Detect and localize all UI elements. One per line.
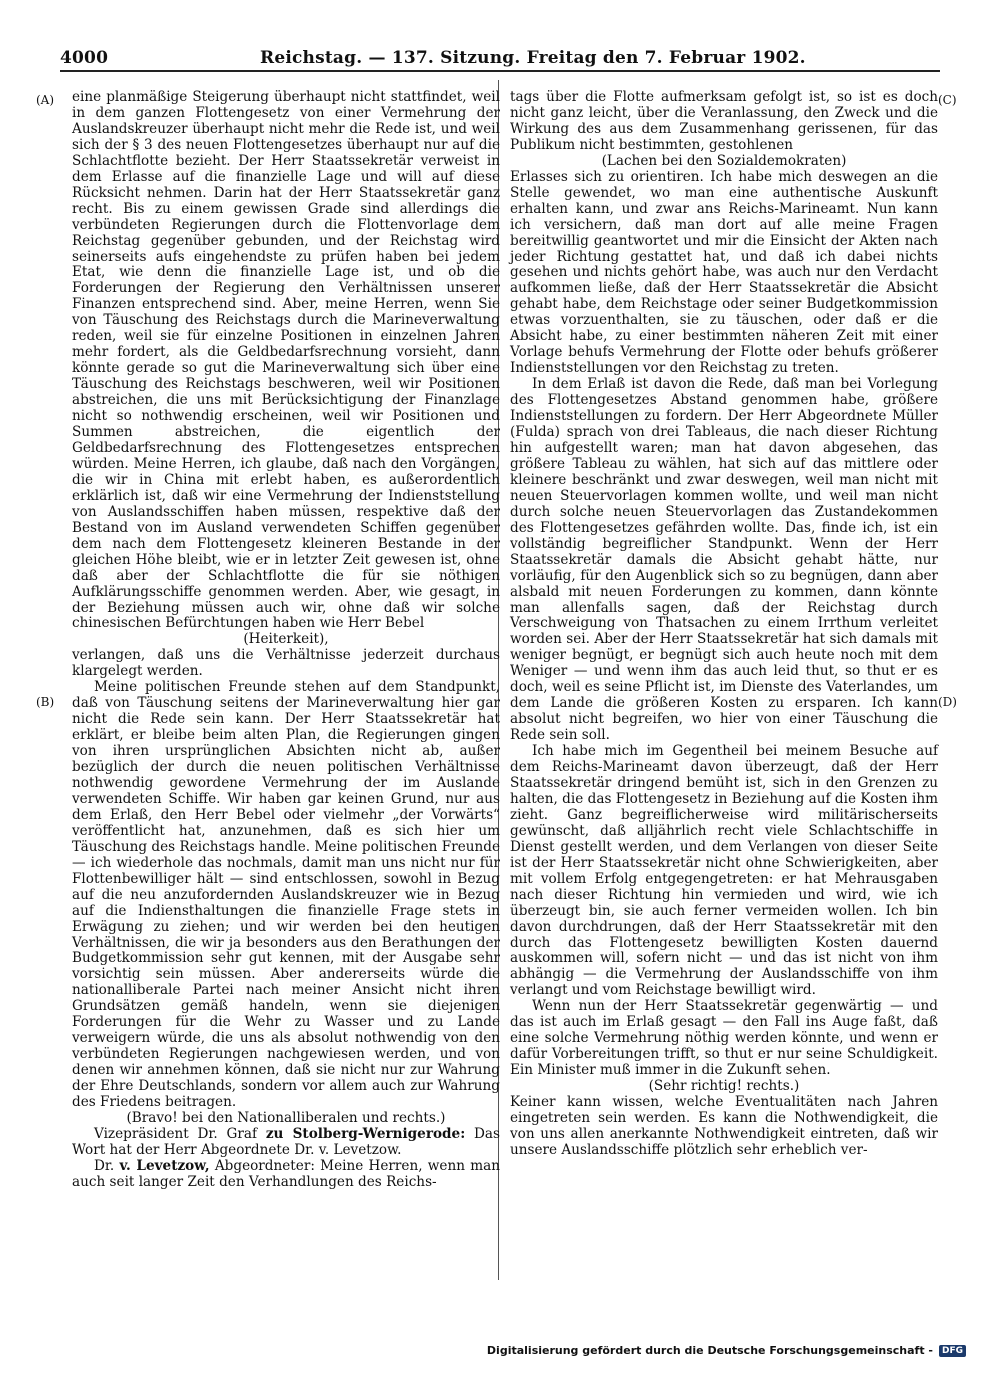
page-number: 4000	[60, 48, 109, 68]
paragraph: verlangen, daß uns die Verhältnisse jederzeit durchaus klargelegt werden.	[72, 647, 500, 680]
digitization-credit: Digitalisierung gefördert durch die Deutsche Forschungsgemeinschaft -	[486, 1344, 933, 1357]
speaker-text: Abgeordneter: Meine Herren, wenn man auch seit langer Zeit den Verhandlungen des Reichs-	[72, 1157, 500, 1190]
left-column	[72, 90, 500, 1191]
dfg-logo: DFG	[939, 1345, 966, 1357]
interjection: (Heiterkeit),	[243, 631, 329, 648]
paragraph: Wenn nun der Herr Staatssekretär gegenwärtig — und das ist auch im Erlaß gesagt — den Fall ins Auge faßt, daß eine solche Vermehrung nöthig werden könnte, und wenn er dafür Vorbereitungen trifft, so thut er nur seine Schuldigkeit. Ein Minister muß immer in die Zukunft sehen.	[510, 998, 938, 1079]
speaker-name: v. Levetzow,	[119, 1157, 210, 1174]
vice-president-text: Das Wort hat der Herr Abgeordnete Dr. v. Levetzow.	[72, 1125, 501, 1158]
margin-mark-a: (A)	[36, 93, 55, 107]
right-column	[510, 90, 938, 1159]
speaker-remark	[72, 1159, 500, 1191]
speaker-prefix: Dr.	[94, 1157, 115, 1174]
interjection: (Sehr richtig! rechts.)	[648, 1078, 800, 1095]
paragraph: Keiner kann wissen, welche Eventualitäten nach Jahren eingetreten sein werden. Es kann die Nothwendigkeit, die von uns allen anerkannte Nothwendigkeit eintreten, daß wir unsere Auslandsschiffe plötzlich sehr erheblich ver-	[510, 1094, 938, 1158]
paragraph: eine planmäßige Steigerung überhaupt nicht stattfindet, weil in dem ganzen Flottengesetz von einer Vermehrung der Auslandskreuzer überhaupt nicht mehr die Rede ist, und weil sich der § 3 des neuen Flottengesetzes überhaupt nur auf die Schlachtflotte bezieht. Der Herr Staatssekretär verweist in dem Erlasse auf die finanzielle Lage und will auf diese Rücksicht nehmen. Darin hat der Herr Staatssekretär ganz recht. Bis zu einem gewissen Grade sind allerdings die verbündeten Regierungen durch die Flottenvorlage dem Reichstag gegenüber gebunden, und der Reichstag wird seinerseits aufs eingehendste zu prüfen haben bei jedem Etat, wie denn die finanzielle Lage ist, und ob die Forderungen der Regierung den Verhältnissen unserer Finanzen entsprechend sind. Aber, meine Herren, wenn Sie von Täuschung des Reichstags durch die Marineverwaltung reden, weil sie für einzelne Positionen in einzelnen Jahren mehr fordert, als die Geldbedarfsrechnung vorsieht, dann könnte gerade so gut die Marineverwaltung sich über eine Täuschung des Reichstags beschweren, weil wir Positionen abstreichen, die uns mit Berücksichtigung der Finanzlage nicht so nothwendig erscheinen, weil wir Positionen und Summen abstreichen, die eigentlich der Geldbedarfsrechnung des Flottengesetzes entsprechen würden. Meine Herren, ich glaube, daß nach den Vorgängen, die wir in China mit erlebt haben, es außerordentlich erklärlich ist, daß wir eine Vermehrung der Indienststellung von Auslandsschiffen haben müssen, respektive daß der Bestand von im Ausland verwendeten Schiffen gegenüber dem nach dem Flottengesetz kleineren Bestande in der gleichen Höhe bleibt, wie er in letzter Zeit gewesen ist, ohne daß aber der Schlachtflotte die für sie nöthigen Aufklärungsschiffe genommen werden. Aber, wie gesagt, in der Beziehung müssen auch wir, ohne daß wir solche chinesischen Befürchtungen haben wie Herr Bebel	[72, 89, 500, 632]
paragraph: Erlasses sich zu orientiren. Ich habe mich deswegen an die Stelle gewendet, wo man eine authentische Auskunft erhalten kann, und zwar ans Reichs-Marineamt. Nun kann ich versichern, daß man dort auf alle meine Fragen bereitwillig geantwortet und mir die Einsicht der Akten nach jeder Richtung gestattet hat, und daß ich dabei nichts gesehen und nichts gehört habe, was auch nur den Verdacht aufkommen ließe, daß der Herr Staatssekretär die Absicht gehabt habe, dem Reichstage oder seiner Budgetkommission etwas vorzuenthalten, sie zu täuschen, oder daß er die Absicht habe, zu einer bestimmten näheren Zeit mit einer Vorlage behufs Vermehrung der Flotte oder behufs größerer Indienststellungen vor den Reichstag zu treten.	[510, 168, 938, 377]
margin-mark-d: (D)	[938, 695, 957, 709]
footer	[487, 1344, 966, 1357]
page-header	[60, 40, 940, 74]
paragraph: In dem Erlaß ist davon die Rede, daß man bei Vorlegung des Flottengesetzes Abstand genommen habe, größere Indienststellungen zu fordern. Der Herr Abgeordnete Müller (Fulda) sprach von drei Tableaus, die nach dieser Richtung hin aufgestellt waren; man hat davon abgesehen, das größere Tableau zu wählen, hat sich auf das mittlere oder kleinere beschränkt und zwar deswegen, weil man nicht mit neuen Steuervorlagen kommen wollte, und weil man nicht durch solche neuen Steuervorlagen das Zustandekommen des Flottengesetzes gefährden wollte. Das, finde ich, ist ein vollständig begreiflicher Standpunkt. Wenn der Herr Staatssekretär damals die Absicht gehabt hätte, nur vorläufig, für den Augenblick sich so zu begnügen, dann aber alsbald mit neuen Forderungen zu kommen, dann könnte man allenfalls sagen, daß der Reichstag durch Verschweigung von Thatsachen zu einem Irrthum verleitet worden sei. Aber der Herr Staatssekretär hat sich damals mit weniger begnügt, er begnügt sich auch heute noch mit dem Weniger — und wenn ihm das auch leid thut, so thut er es doch, weil es seine Pflicht ist, im Dienste des Vaterlandes, um dem Lande die größeren Kosten zu ersparen. Ich kann absolut nicht begreifen, wo hier von einer Täuschung die Rede sein soll.	[510, 376, 938, 744]
interjection: (Bravo! bei den Nationalliberalen und rechts.)	[126, 1110, 446, 1126]
vice-president-name: zu Stolberg-Wernigerode:	[265, 1125, 466, 1142]
paragraph: Meine politischen Freunde stehen auf dem Standpunkt, daß von Täuschung seitens der Marineverwaltung hier gar nicht die Rede sein kann. Der Herr Staatssekretär hat erklärt, er bleibe beim alten Plan, die Regierungen gingen von ihren ursprünglichen Absichten nicht ab, außer bezüglich der durch die neuen politischen Verhältnisse nothwendig gewordene Vermehrung der im Auslande verwendeten Schiffe. Wir haben gar keinen Grund, nur aus dem Erlaß, den Herr Bebel oder vielmehr „der Vorwärts“ veröffentlicht hat, anzunehmen, daß es sich hier um Täuschung des Reichstags handle. Meine politischen Freunde — ich wiederhole das nochmals, damit man uns nicht nur für Flottenbewilliger hält — sind entschlossen, sowohl in Bezug auf die neu anzufordernden Auslandskreuzer wie in Bezug auf die Indiensthaltungen die finanzielle Frage stets in Erwägung zu ziehen; und wir werden bei den heutigen Verhältnissen, die wir ja besonders aus den Berathungen der Budgetkommission sehr gut kennen, mit der Ausgabe sehr vorsichtig sein müssen. Aber andererseits würde die nationalliberale Partei nach meiner Ansicht nicht ihren Grundsätzen gemäß handeln, wenn sie diejenigen Forderungen für die Wehr zu Wasser und zu Lande verweigern würde, die uns als absolut nothwendig von den verbündeten Regierungen nachgewiesen werden, und von denen wir annehmen können, daß sie nicht nur zur Wahrung der Ehre Deutschlands, sondern vor allem auch zur Wahrung des Friedens beitragen.	[72, 679, 500, 1111]
paragraph: tags über die Flotte aufmerksam gefolgt ist, so ist es doch nicht ganz leicht, über die Veranlassung, den Zweck und die Wirkung des aus dem Zusammenhang gerissenen, für das Publikum nicht bestimmten, gestohlenen	[510, 89, 938, 153]
interjection: (Lachen bei den Sozialdemokraten)	[601, 152, 847, 169]
vice-president-remark	[72, 1127, 500, 1159]
running-title: Reichstag. — 137. Sitzung. Freitag den 7. Februar 1902.	[260, 48, 806, 68]
margin-mark-b: (B)	[36, 695, 55, 709]
margin-mark-c: (C)	[938, 93, 957, 107]
header-rule	[60, 70, 940, 72]
vice-president-title: Vizepräsident Dr. Graf	[94, 1125, 258, 1142]
paragraph: Ich habe mich im Gegentheil bei meinem Besuche auf dem Reichs-Marineamt davon überzeugt, daß der Herr Staatssekretär dringend bemüht ist, sich in den Grenzen zu halten, die das Flottengesetz in Beziehung auf die Kosten ihm zieht. Ganz begreiflicherweise wird militärischerseits gewünscht, daß alljährlich recht viele Schlachtschiffe in Dienst gestellt werden, und dem Verlangen von dieser Seite ist der Herr Staatssekretär nicht ohne Schwierigkeiten, aber mit vollem Erfolg entgegengetreten: er hat Mehrausgaben nach dieser Richtung hin vermieden und wird, wie ich überzeugt bin, sie auch ferner vermeiden wollen. Ich bin davon durchdrungen, daß der Herr Staatssekretär mit den durch das Flottengesetz bewilligten Kosten dauernd auskommen will, sofern nicht — und das ist nicht von ihm abhängig — die Vermehrung der Auslandsschiffe von ihm verlangt und vom Reichstage bewilligt wird.	[510, 743, 938, 999]
